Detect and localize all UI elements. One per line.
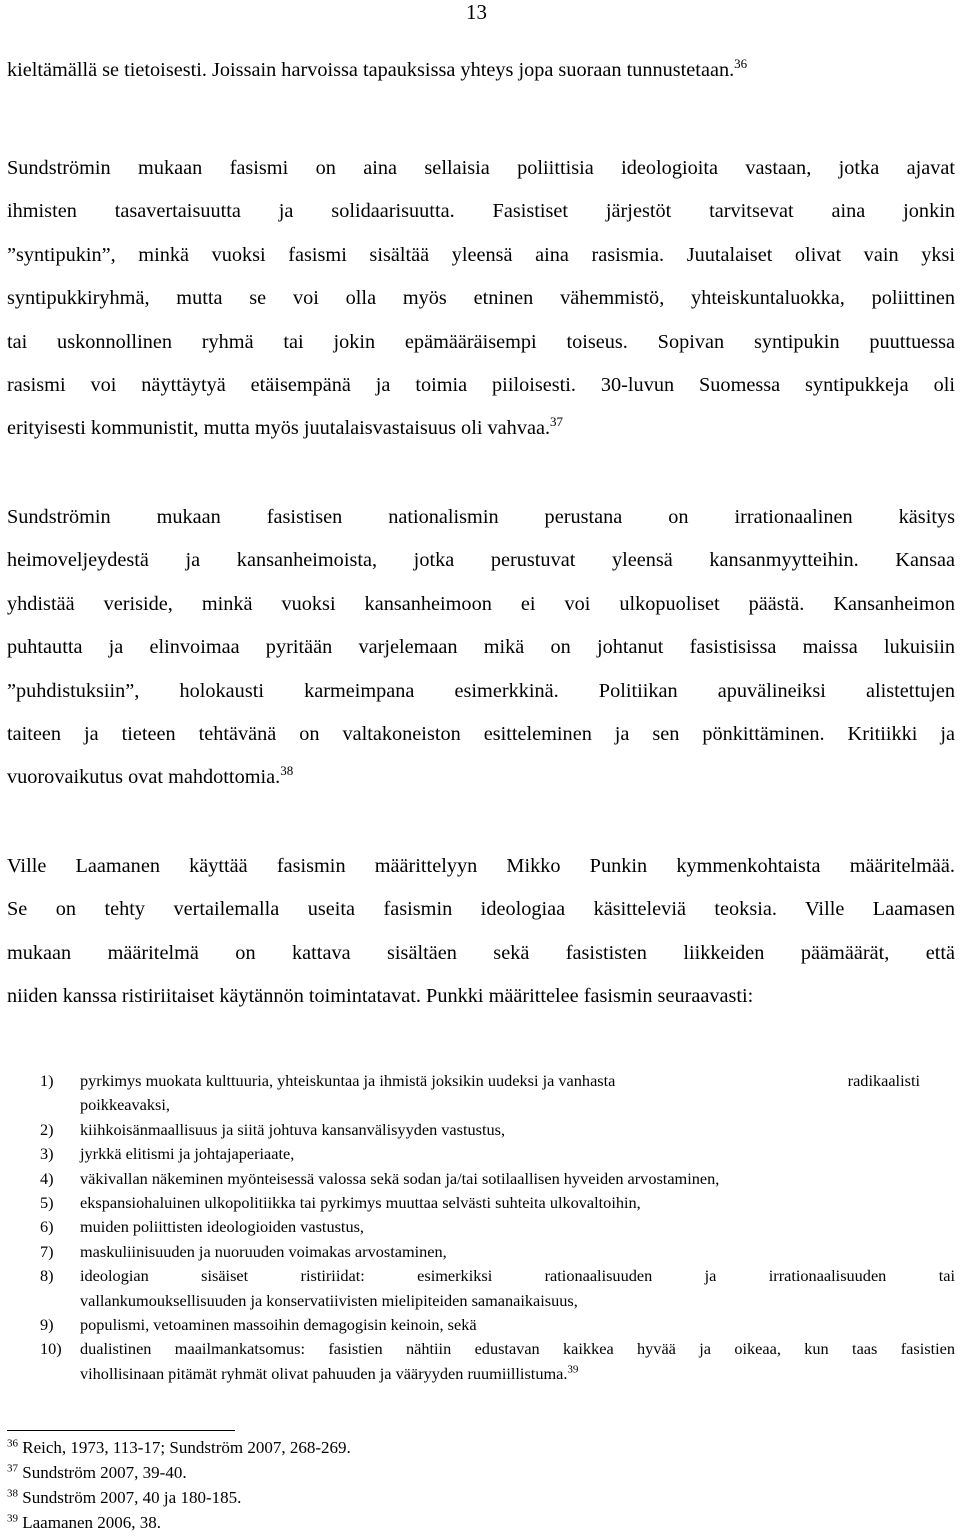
list-item: [40, 1142, 955, 1166]
text-line: ”syntipukin”, minkä vuoksi fasismi sisältää yleensä aina rasismia. Juutalaiset olivat vain yksi: [7, 243, 955, 266]
list-text: populismi, vetoaminen massoihin demagogisin keinoin, sekä: [80, 1315, 477, 1335]
footnote: [7, 1485, 351, 1510]
list-number: 2): [40, 1119, 54, 1139]
list-text: ideologian sisäiset ristiriidat: esimerkiksi rationaalisuuden ja irrationaalisuuden tai: [80, 1266, 955, 1286]
list-text: pyrkimys muokata kulttuuria, yhteiskuntaa ja ihmistä joksikin uudeksi ja vanhasta: [80, 1071, 616, 1090]
list-item: [40, 1167, 955, 1191]
footnote-number: 36: [7, 1437, 18, 1450]
text-line: niiden kanssa ristiriitaiset käytännön toimintatavat. Punkki määrittelee fasismin seuraavasti:: [7, 985, 754, 1008]
list-number: 10): [40, 1339, 62, 1359]
footnote-separator: [7, 1430, 235, 1431]
text-line: rasismi voi näyttäytyä etäisempänä ja toimia piiloisesti. 30-luvun Suomessa syntipukkeja oli: [7, 373, 955, 396]
footnote: [7, 1435, 351, 1460]
footnote-number: 38: [7, 1487, 18, 1500]
text-line: Ville Laamanen käyttää fasismin määrittelyyn Mikko Punkin kymmenkohtaista määritelmää.: [7, 855, 955, 877]
footnote-text: Sundström 2007, 39-40.: [22, 1463, 187, 1482]
list-item: [40, 1215, 955, 1239]
footnote-text: Sundström 2007, 40 ja 180-185.: [22, 1488, 242, 1507]
text-line: mukaan määritelmä on kattava sisältäen sekä fasististen liikkeiden päämäärät, että: [7, 941, 955, 964]
text-line: erityisesti kommunistit, mutta myös juutalaisvastaisuus oli vahvaa.$^{37}$: [7, 414, 564, 440]
paragraph-3: [7, 496, 955, 800]
list-text: väkivallan näkeminen myönteisessä valossa sekä sodan ja/tai sotilaallisen hyveiden arvostaminen,: [80, 1168, 720, 1188]
list-item: [40, 1069, 955, 1118]
text-line: Se on tehty vertailemalla useita fasismin ideologiaa käsitteleviä teoksia. Ville Laamasen: [7, 898, 955, 921]
list-text: poikkeavaksi,: [80, 1095, 170, 1115]
text-line: puhtautta ja elinvoimaa pyritään varjelemaan mikä on johtanut fasistisissa maissa lukuisiin: [7, 636, 955, 659]
text-line: syntipukkiryhmä, mutta se voi olla myös etninen vähemmistö, yhteiskuntaluokka, poliittinen: [7, 287, 955, 310]
text-line: heimoveljeydestä ja kansanheimoista, jotka perustuvat yleensä kansanmyytteihin. Kansaa: [7, 549, 955, 572]
list-number: 7): [40, 1241, 54, 1261]
list-number: 6): [40, 1217, 54, 1237]
list-number: 9): [40, 1315, 54, 1335]
text-line: taiteen ja tieteen tehtävänä on valtakoneiston esitteleminen ja sen pönkittäminen. Kritiikki ja: [7, 722, 955, 745]
list-text: maskuliinisuuden ja nuoruuden voimakas arvostaminen,: [80, 1241, 447, 1261]
text-line: Sundströmin mukaan fasismi on aina sellaisia poliittisia ideologioita vastaan, jotka ajavat: [7, 157, 955, 179]
list-text: vallankumouksellisuuden ja konservatiivisten mielipiteiden samanaikaisuus,: [80, 1290, 578, 1310]
text-line: kieltämällä se tietoisesti. Joissain harvoissa tapauksissa yhteys jopa suoraan tunnustetaan.$^{36}$: [7, 56, 748, 81]
list-number: 8): [40, 1266, 54, 1286]
list-text: muiden poliittisten ideologioiden vastustus,: [80, 1217, 364, 1237]
list-text: dualistinen maailmankatsomus: fasistien nähtiin edustavan kaikkea hyvää ja oikeaa, kun taas fasistien: [80, 1339, 955, 1359]
footnote-number: 37: [7, 1462, 18, 1475]
paragraph-4: [7, 845, 955, 1019]
footnotes: [7, 1435, 351, 1535]
footnote-text: Laamanen 2006, 38.: [22, 1513, 162, 1532]
footnote: [7, 1510, 351, 1535]
footnote-ref: 39: [567, 1363, 579, 1376]
list-item: [40, 1337, 955, 1386]
list-text: vihollisinaan pitämät ryhmät olivat pahuuden ja vääryyden ruumiillistuma.: [80, 1363, 568, 1383]
list-number: 5): [40, 1193, 54, 1213]
paragraph-1: [7, 49, 955, 92]
page-number: 13: [466, 0, 487, 24]
footnote-text: Reich, 1973, 113-17; Sundström 2007, 268-269.: [22, 1438, 351, 1457]
footnote-ref: 36: [734, 56, 748, 72]
text-line: ”puhdistuksiin”, holokausti karmeimpana esimerkkinä. Politiikan apuvälineiksi alistettujen: [7, 679, 955, 702]
list-item: [40, 1240, 955, 1264]
list-text: jyrkkä elitismi ja johtajaperiaate,: [80, 1144, 295, 1164]
paragraph-2: [7, 147, 955, 451]
text-line: Sundströmin mukaan fasistisen nationalismin perustana on irrationaalinen käsitys: [7, 506, 955, 528]
list-number: 1): [40, 1071, 54, 1090]
list-text: ekspansiohaluinen ulkopolitiikka tai pyrkimys muuttaa selvästi suhteita ulkovaltoihin,: [80, 1193, 641, 1213]
footnote-ref: 38: [280, 763, 294, 779]
list-item: [40, 1118, 955, 1142]
list-number: 4): [40, 1168, 54, 1188]
footnote: [7, 1460, 351, 1485]
text-line: tai uskonnollinen ryhmä tai jokin epämääräisempi toiseus. Sopivan syntipukin puuttuessa: [7, 330, 955, 353]
list-item: [40, 1313, 955, 1337]
text-line: vuorovaikutus ovat mahdottomia.$^{38}$: [7, 763, 294, 789]
list-number: 3): [40, 1144, 54, 1164]
list-item: [40, 1191, 955, 1215]
list-text: kiihkoisänmaallisuus ja siitä johtuva kansanvälisyyden vastustus,: [80, 1119, 506, 1139]
text-line: ihmisten tasavertaisuutta ja solidaarisuutta. Fasistiset järjestöt tarvitsevat aina jonkin: [7, 200, 955, 223]
list-text: radikaalisti: [847, 1071, 920, 1090]
footnote-ref: 37: [550, 414, 564, 430]
list-item: [40, 1264, 955, 1313]
text-line: yhdistää veriside, minkä vuoksi kansanheimoon ei voi ulkopuoliset päästä. Kansanheimon: [7, 592, 955, 615]
definition-list: [40, 1069, 955, 1386]
footnote-number: 39: [7, 1512, 18, 1525]
